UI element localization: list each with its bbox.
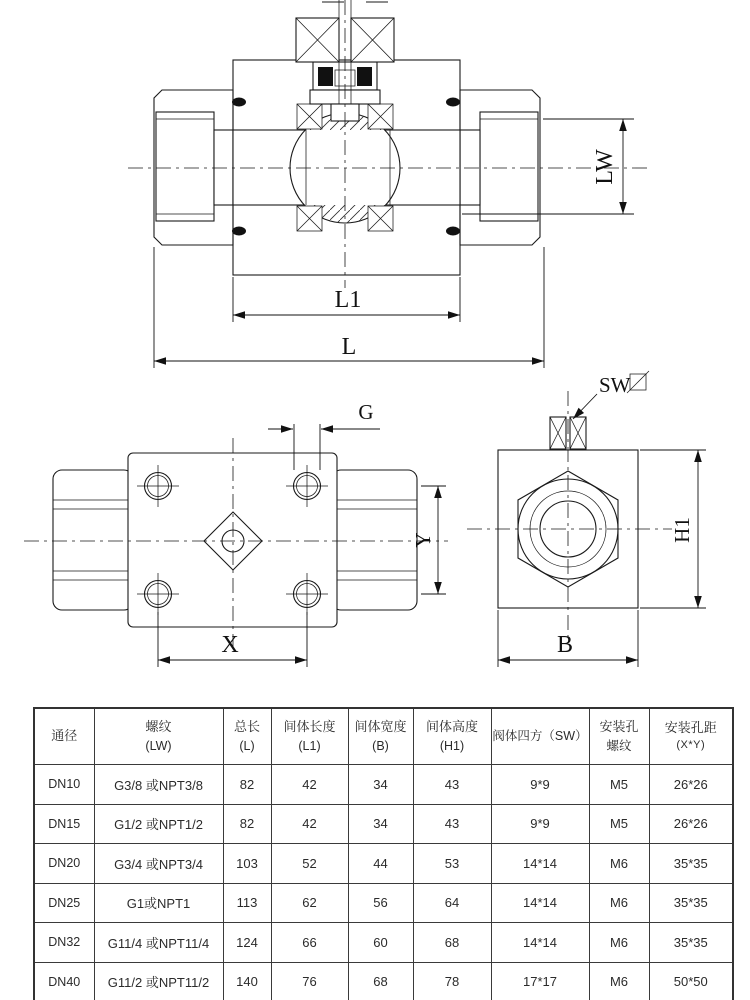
table-cell: 56 [348,883,413,923]
table-cell: 60 [348,923,413,963]
section-view-drawing [128,0,648,368]
column-header: 间体宽度 (B) [348,708,413,765]
table-row [34,765,733,805]
table-cell: 35*35 [649,883,733,923]
table-cell: DN15 [34,804,94,844]
dim-label-x: X [221,632,239,658]
end-view-drawing [467,371,706,667]
table-cell: 64 [413,883,491,923]
table-cell: 66 [271,923,348,963]
table-cell: 52 [271,844,348,884]
callout-SW [573,371,649,419]
table-cell: 35*35 [649,844,733,884]
table-row [34,883,733,923]
column-header: 螺纹 (LW) [94,708,223,765]
table-cell: G11/4 或NPT11/4 [94,923,223,963]
table-cell: M6 [589,883,649,923]
table-cell: DN25 [34,883,94,923]
table-cell: M6 [589,962,649,1000]
table-cell: 82 [223,804,271,844]
table-cell: 42 [271,765,348,805]
dim-label-lw: LW [592,149,618,185]
table-cell: 14*14 [491,923,589,963]
table-cell: 43 [413,804,491,844]
table-cell: 43 [413,765,491,805]
table-header-row [34,708,733,765]
table-cell: DN40 [34,962,94,1000]
column-header: 阀体四方（SW） [491,708,589,765]
dim-label-l1: L1 [334,287,362,313]
table-cell: 82 [223,765,271,805]
table-cell: 35*35 [649,923,733,963]
column-header: 间体长度 (L1) [271,708,348,765]
dim-label-h1: H1 [670,517,694,543]
table-cell: 9*9 [491,765,589,805]
dim-label-y: Y [411,532,435,548]
column-header: 安装孔距 (X*Y) [649,708,733,765]
table-cell: 76 [271,962,348,1000]
table-cell: M6 [589,844,649,884]
table-cell: 9*9 [491,804,589,844]
table-cell: 53 [413,844,491,884]
table-cell: 42 [271,804,348,844]
dim-label-b: B [556,632,574,658]
table-cell: DN32 [34,923,94,963]
table-cell: 50*50 [649,962,733,1000]
table-cell: 78 [413,962,491,1000]
table-cell: G3/4 或NPT3/4 [94,844,223,884]
table-cell: 103 [223,844,271,884]
table-cell: 34 [348,804,413,844]
table-cell: 68 [348,962,413,1000]
column-header: 总长 (L) [223,708,271,765]
table-row [34,923,733,963]
dimension-L1 [233,277,460,322]
table-row [34,844,733,884]
table-cell: 26*26 [649,765,733,805]
table-cell: G1/2 或NPT1/2 [94,804,223,844]
column-header: 间体高度 (H1) [413,708,491,765]
label-sw: SW [599,373,631,397]
table-cell: M5 [589,765,649,805]
table-cell: DN10 [34,765,94,805]
table-cell: 113 [223,883,271,923]
table-cell: 34 [348,765,413,805]
top-view-drawing [24,400,448,667]
table-cell: G1或NPT1 [94,883,223,923]
dim-label-l: L [341,334,357,360]
column-header: 安装孔 螺纹 [589,708,649,765]
dim-label-g: G [358,400,374,424]
table-body [34,765,733,1000]
left-port-fitting [53,470,133,610]
table-cell: 62 [271,883,348,923]
table-cell: 124 [223,923,271,963]
table-cell: M5 [589,804,649,844]
right-port-fitting [332,470,417,610]
table-cell: 26*26 [649,804,733,844]
table-cell: 140 [223,962,271,1000]
table-cell: G11/2 或NPT11/2 [94,962,223,1000]
table-cell: G3/8 或NPT3/8 [94,765,223,805]
valve-spec-table [33,707,734,1000]
table-cell: M6 [589,923,649,963]
column-header: 通径 [34,708,94,765]
table-cell: 14*14 [491,844,589,884]
table-cell: 44 [348,844,413,884]
table-row [34,804,733,844]
table-cell: 14*14 [491,883,589,923]
table-cell: DN20 [34,844,94,884]
table-cell: 68 [413,923,491,963]
table-row [34,962,733,1000]
table-cell: 17*17 [491,962,589,1000]
